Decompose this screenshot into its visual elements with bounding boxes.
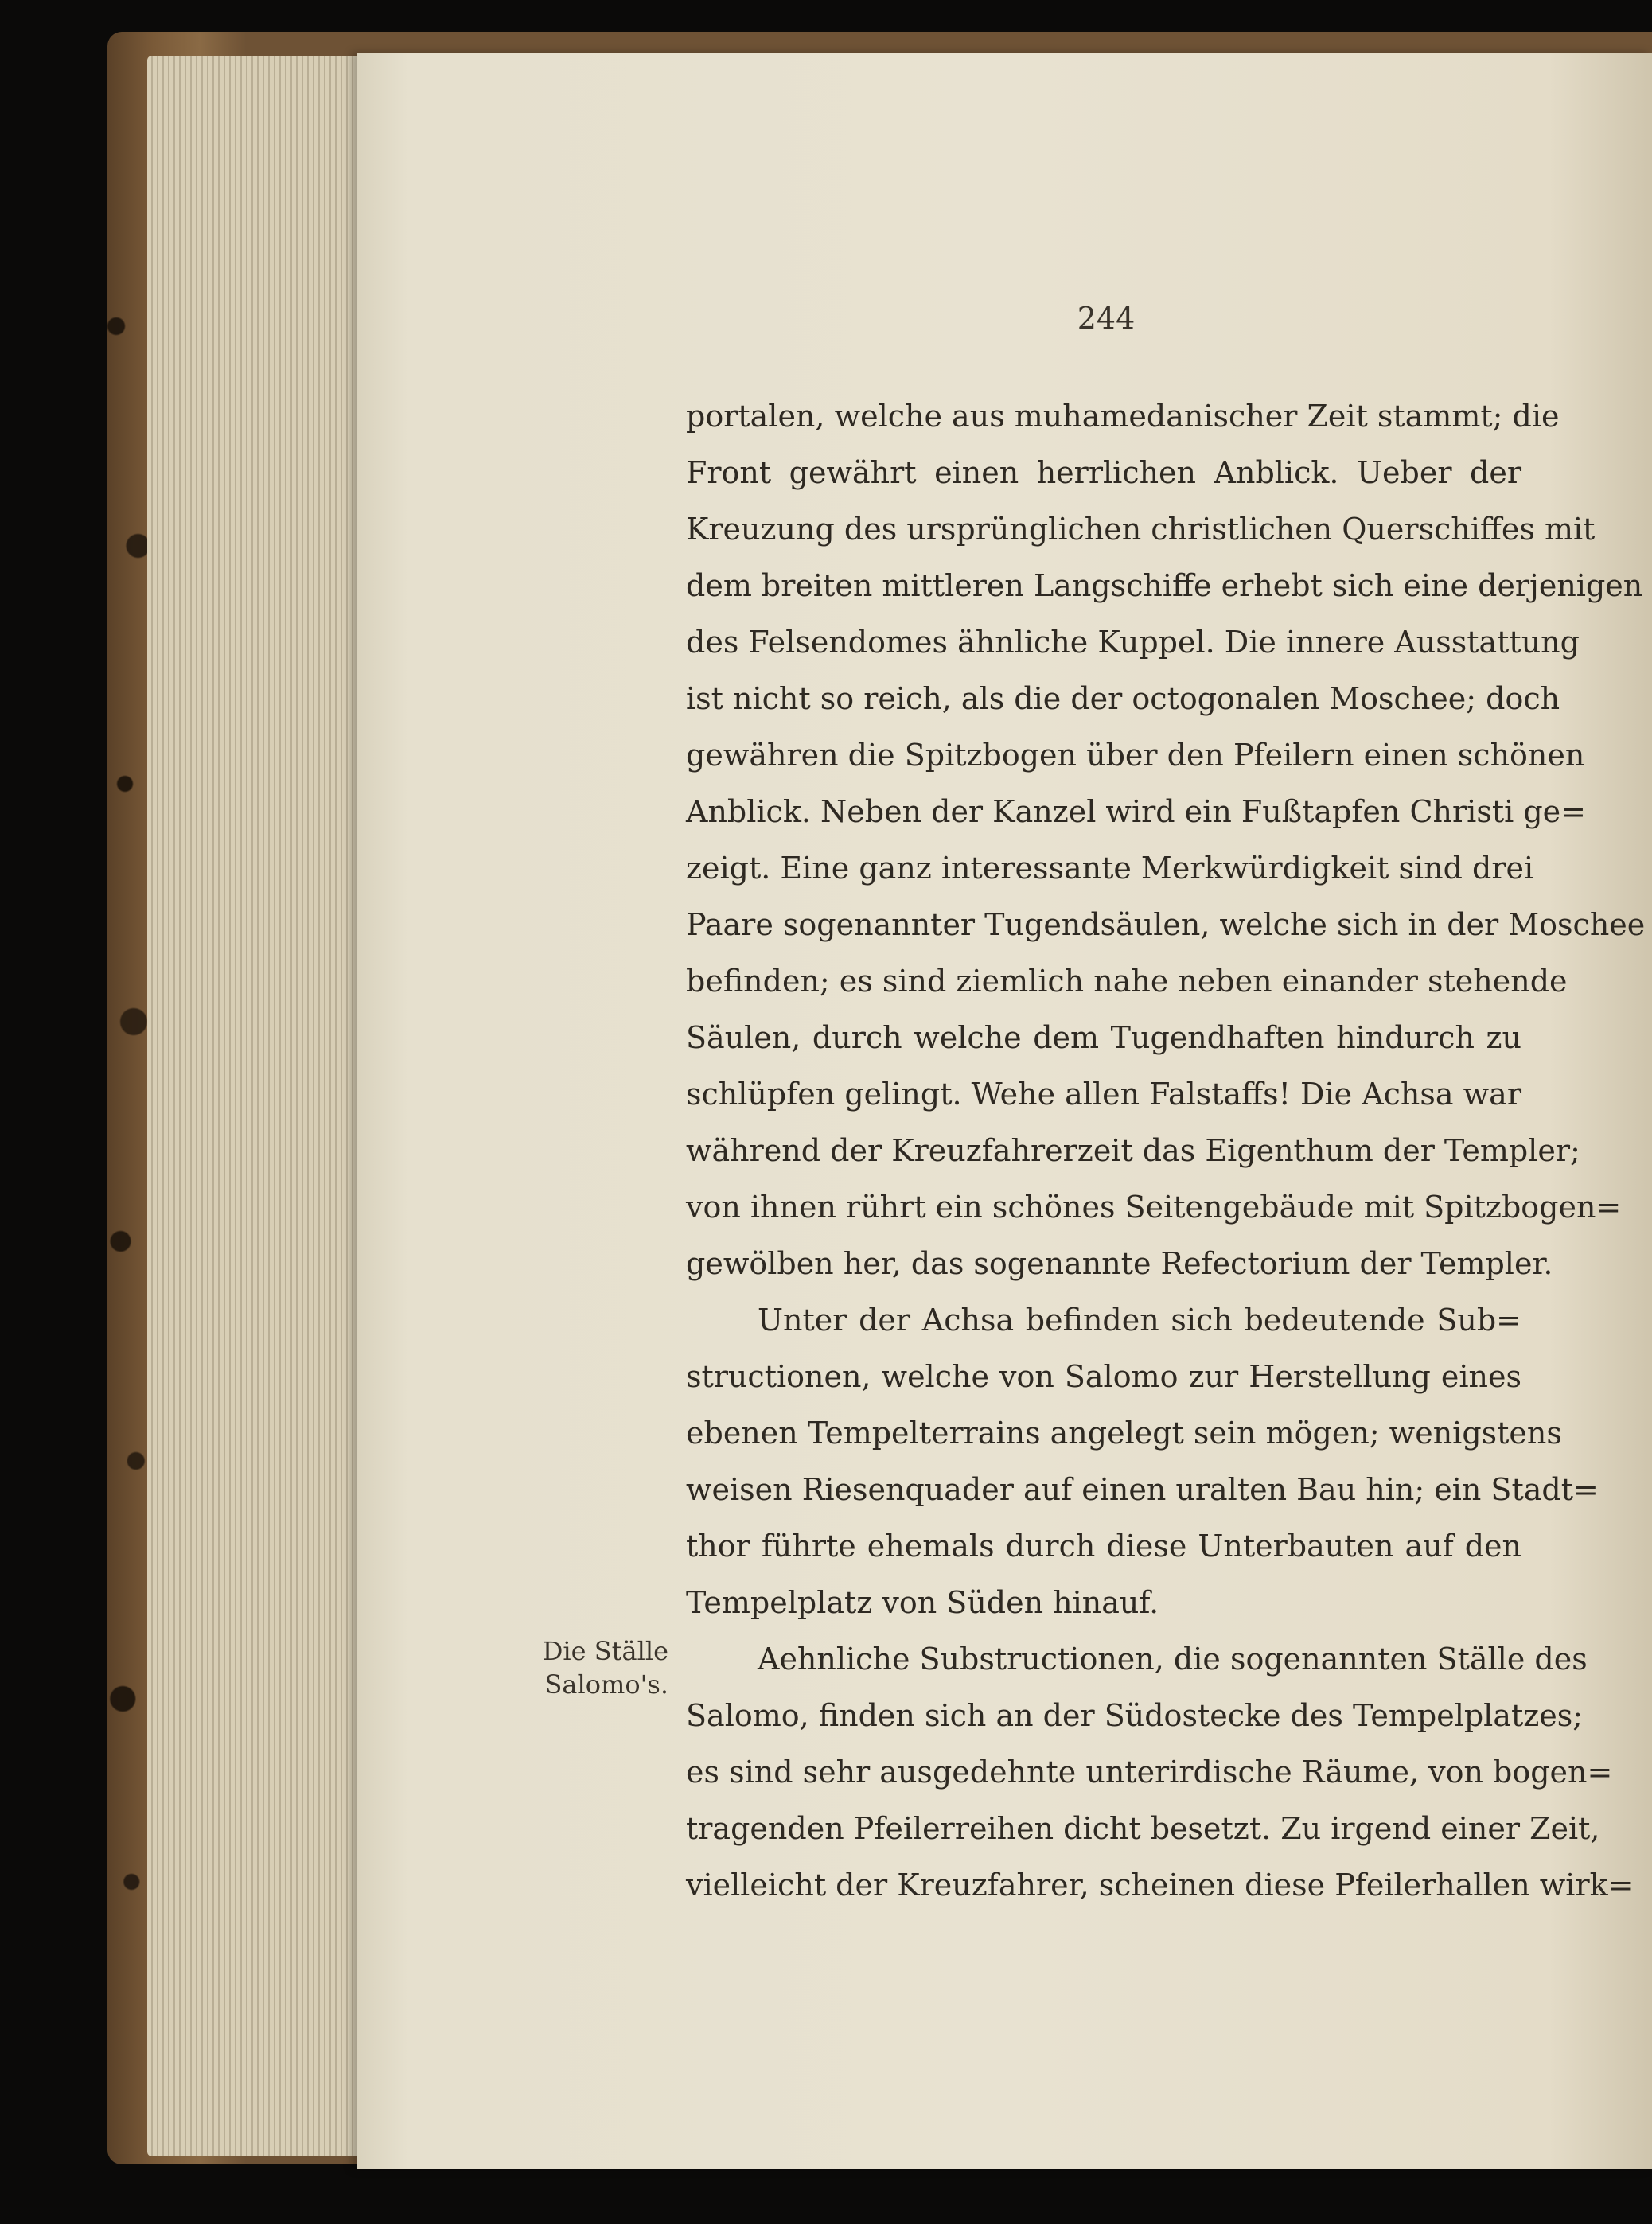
text-line: während der Kreuzfahrerzeit das Eigenthum der Templer; bbox=[686, 1133, 1580, 1168]
text-line: von ihnen rührt ein schönes Seitengebäude mit Spitzbogen= bbox=[686, 1190, 1622, 1225]
text-line: Säulen, durch welche dem Tugendhaften hindurch zu bbox=[686, 1020, 1521, 1055]
text-line: Front gewährt einen herrlichen Anblick. Ueber der bbox=[686, 455, 1521, 490]
text-line: weisen Riesenquader auf einen uralten Bau hin; ein Stadt= bbox=[686, 1472, 1599, 1507]
text-line: es sind sehr ausgedehnte unterirdische Räume, von bogen= bbox=[686, 1755, 1613, 1790]
text-line: des Felsendomes ähnliche Kuppel. Die innere Ausstattung bbox=[686, 625, 1580, 660]
text-line: ebenen Tempelterrains angelegt sein mögen; wenigstens bbox=[686, 1416, 1562, 1451]
text-line: Paare sogenannter Tugendsäulen, welche sich in der Moschee bbox=[686, 907, 1646, 942]
text-line: schlüpfen gelingt. Wehe allen Falstaffs! Die Achsa war bbox=[686, 1077, 1521, 1112]
text-line: ist nicht so reich, als die der octogonalen Moschee; doch bbox=[686, 681, 1560, 716]
cover-foxing bbox=[107, 143, 151, 1973]
text-line: befinden; es sind ziemlich nahe neben einander stehende bbox=[686, 964, 1568, 999]
margin-note-line: Die Ställe bbox=[542, 1636, 668, 1666]
margin-note-line: Salomo's. bbox=[544, 1669, 668, 1700]
text-line: gewähren die Spitzbogen über den Pfeilern einen schönen bbox=[686, 738, 1585, 773]
page-edges bbox=[147, 56, 362, 2156]
text-line: tragenden Pfeilerreihen dicht besetzt. Zu irgend einer Zeit, bbox=[686, 1811, 1600, 1846]
text-line: vielleicht der Kreuzfahrer, scheinen diese Pfeilerhallen wirk= bbox=[686, 1868, 1634, 1903]
margin-note bbox=[493, 1634, 668, 1701]
text-line: Aehnliche Substructionen, die sogenannten Ställe des bbox=[758, 1642, 1588, 1677]
page-number: 244 bbox=[1077, 301, 1136, 336]
text-line: Kreuzung des ursprünglichen christlichen Querschiffes mit bbox=[686, 512, 1596, 547]
body-text bbox=[686, 388, 1646, 1914]
text-line: structionen, welche von Salomo zur Herstellung eines bbox=[686, 1359, 1521, 1394]
text-line: zeigt. Eine ganz interessante Merkwürdigkeit sind drei bbox=[686, 851, 1534, 886]
text-line: Salomo, finden sich an der Südostecke des Tempelplatzes; bbox=[686, 1698, 1584, 1733]
text-line: Unter der Achsa befinden sich bedeutende Sub= bbox=[758, 1303, 1521, 1338]
text-line: dem breiten mittleren Langschiffe erhebt sich eine derjenigen bbox=[686, 568, 1643, 603]
text-line: thor führte ehemals durch diese Unterbauten auf den bbox=[686, 1529, 1521, 1564]
text-line: gewölben her, das sogenannte Refectorium der Templer. bbox=[686, 1246, 1553, 1281]
text-line: portalen, welche aus muhamedanischer Zeit stammt; die bbox=[686, 399, 1560, 434]
text-line: Tempelplatz von Süden hinauf. bbox=[686, 1585, 1159, 1620]
text-line: Anblick. Neben der Kanzel wird ein Fußtapfen Christi ge= bbox=[686, 794, 1586, 829]
